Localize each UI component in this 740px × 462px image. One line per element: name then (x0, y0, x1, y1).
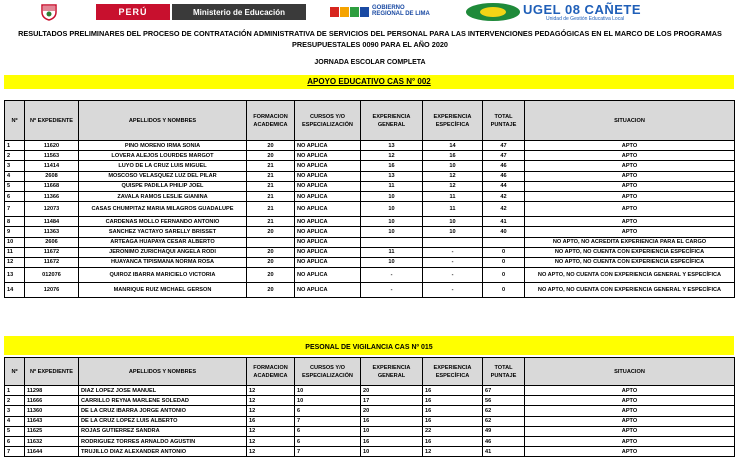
ministry-logo: Ministerio de Educación (172, 4, 306, 20)
cell-exp-general (361, 237, 423, 247)
cell-cursos: NO APLICA (295, 257, 361, 267)
cell-situacion: APTO (525, 191, 735, 201)
cell-total: 41 (483, 447, 525, 457)
cell-total: 46 (483, 161, 525, 171)
cell-exp-general: - (361, 268, 423, 283)
cell-expediente: 11366 (25, 191, 79, 201)
header-total: TOTAL PUNTAJE (483, 358, 525, 386)
cell-situacion: APTO (525, 161, 735, 171)
cell-situacion: APTO (525, 396, 735, 406)
cell-name: ZAVALA RAMOS LESLIE GIANINA (79, 191, 247, 201)
section1-table-header (5, 101, 735, 141)
cell-situacion: NO APTO, NO ACREDITA EXPERIENCIA PARA EL CARGO (525, 237, 735, 247)
cell-name: DE LA CRUZ IBARRA JORGE ANTONIO (79, 406, 247, 416)
header-name: APELLIDOS Y NOMBRES (79, 101, 247, 141)
cell-situacion: APTO (525, 227, 735, 237)
cell-cursos: NO APLICA (295, 237, 361, 247)
ugel-emblem-icon (466, 3, 520, 21)
cell-exp-general: 10 (361, 202, 423, 217)
cell-name: CASAS CHUMPITAZ MARIA MILAGROS GUADALUPE (79, 202, 247, 217)
cell-exp-general: 13 (361, 171, 423, 181)
cell-exp-especifica: 16 (423, 396, 483, 406)
cell-cursos: 10 (295, 396, 361, 406)
cell-expediente: 11363 (25, 227, 79, 237)
cell-exp-general: 10 (361, 447, 423, 457)
cell-num: 2 (5, 151, 25, 161)
section2-title: PESONAL DE VIGILANCIA CAS Nº 015 (4, 341, 734, 355)
cell-num: 3 (5, 161, 25, 171)
cell-exp-especifica: 16 (423, 406, 483, 416)
cell-situacion: APTO (525, 141, 735, 151)
cell-exp-general: 12 (361, 151, 423, 161)
cell-name: LUYO DE LA CRUZ LUIS MIGUEL (79, 161, 247, 171)
table-row (5, 151, 735, 161)
table-row (5, 406, 735, 416)
cell-name: DIAZ LOPEZ JOSE MANUEL (79, 386, 247, 396)
cell-exp-especifica: - (423, 247, 483, 257)
cell-situacion: APTO (525, 202, 735, 217)
cell-num: 6 (5, 191, 25, 201)
section2-table-header (5, 358, 735, 386)
cell-total: 0 (483, 257, 525, 267)
cell-num: 4 (5, 416, 25, 426)
cell-exp-general: 20 (361, 406, 423, 416)
cell-name: QUIROZ IBARRA MARICIELO VICTORIA (79, 268, 247, 283)
table-row (5, 257, 735, 267)
cell-total: 47 (483, 141, 525, 151)
cell-situacion: APTO (525, 436, 735, 446)
cell-num: 4 (5, 171, 25, 181)
cell-cursos: NO APLICA (295, 141, 361, 151)
table-row (5, 416, 735, 426)
header-cursos: CURSOS Y/O ESPECIALIZACIÓN (295, 358, 361, 386)
cell-exp-general: 10 (361, 191, 423, 201)
cell-situacion: APTO (525, 447, 735, 457)
table-row (5, 141, 735, 151)
header-formacion: FORMACION ACADEMICA (247, 358, 295, 386)
cell-num: 2 (5, 396, 25, 406)
header-exp-general: EXPERIENCIA GENERAL (361, 358, 423, 386)
section2-table-body (5, 386, 735, 457)
cell-name: PINO MORENO IRMA SONIA (79, 141, 247, 151)
cell-expediente: 2608 (25, 171, 79, 181)
cell-situacion: NO APTO, NO CUENTA CON EXPERIENCIA ESPECÍFICA (525, 257, 735, 267)
section1-title: APOYO EDUCATIVO CAS N° 002 (4, 75, 734, 89)
cell-total: 62 (483, 416, 525, 426)
peru-logo: PERÚ (96, 4, 170, 20)
cell-exp-general: 16 (361, 436, 423, 446)
table-row (5, 217, 735, 227)
cell-cursos: NO APLICA (295, 283, 361, 298)
cell-total: 42 (483, 202, 525, 217)
cell-situacion: NO APTO, NO CUENTA CON EXPERIENCIA ESPECÍFICA (525, 247, 735, 257)
document-title: RESULTADOS PRELIMINARES DEL PROCESO DE CONTRATACIÓN ADMINISTRATIVA DE SERVICIOS DEL PERSONAL PARA LAS INTERVENCIONES PEDAGÓGICAS EN EL MARCO DE LOS PROGRAMAS PRESUPUESTALES 0090 PARA EL AÑO 2020 (18, 29, 722, 49)
cell-situacion: NO APTO, NO CUENTA CON EXPERIENCIA GENERAL Y ESPECÍFICA (525, 268, 735, 283)
header-situacion: SITUACION (525, 358, 735, 386)
cell-name: JERONIMO ZURICHAQUI ANGELA RODI (79, 247, 247, 257)
cell-name: CARDENAS MOLLO FERNANDO ANTONIO (79, 217, 247, 227)
cell-exp-general: 16 (361, 161, 423, 171)
cell-num: 7 (5, 447, 25, 457)
cell-name: DE LA CRUZ LOPEZ LUIS ALBERTO (79, 416, 247, 426)
cell-formacion: 21 (247, 191, 295, 201)
cell-exp-especifica: 22 (423, 426, 483, 436)
cell-name: MANRIQUE RUIZ MICHAEL GERSON (79, 283, 247, 298)
cell-total: 42 (483, 191, 525, 201)
table-row (5, 283, 735, 298)
cell-exp-especifica: 11 (423, 202, 483, 217)
cell-total: 0 (483, 247, 525, 257)
table-row (5, 426, 735, 436)
cell-cursos: 6 (295, 436, 361, 446)
cell-total: 67 (483, 386, 525, 396)
cell-cursos: NO APLICA (295, 191, 361, 201)
cell-num: 6 (5, 436, 25, 446)
cell-exp-especifica: - (423, 268, 483, 283)
header-cursos: CURSOS Y/O ESPECIALIZACIÓN (295, 101, 361, 141)
cell-exp-especifica: 10 (423, 217, 483, 227)
cell-expediente: 11298 (25, 386, 79, 396)
cell-formacion: 21 (247, 181, 295, 191)
cell-expediente: 11666 (25, 396, 79, 406)
cell-expediente: 11484 (25, 217, 79, 227)
cell-formacion: 12 (247, 386, 295, 396)
cell-cursos: 6 (295, 426, 361, 436)
header-exp-general: EXPERIENCIA GENERAL (361, 101, 423, 141)
cell-exp-especifica: 14 (423, 141, 483, 151)
cell-name: RODRIGUEZ TORRES ARNALDO AGUSTIN (79, 436, 247, 446)
cell-exp-especifica: 16 (423, 151, 483, 161)
cell-exp-especifica: 12 (423, 447, 483, 457)
cell-exp-general: - (361, 283, 423, 298)
cell-situacion: NO APTO, NO CUENTA CON EXPERIENCIA GENERAL Y ESPECÍFICA (525, 283, 735, 298)
cell-situacion: APTO (525, 151, 735, 161)
cell-formacion: 20 (247, 247, 295, 257)
table-row (5, 202, 735, 217)
cell-exp-especifica: 10 (423, 227, 483, 237)
cell-expediente: 012076 (25, 268, 79, 283)
cell-total: 40 (483, 227, 525, 237)
cell-formacion: 20 (247, 227, 295, 237)
cell-num: 1 (5, 141, 25, 151)
cell-name: MOSCOSO VELASQUEZ LUZ DEL PILAR (79, 171, 247, 181)
table-row (5, 436, 735, 446)
cell-formacion: 21 (247, 161, 295, 171)
cell-situacion: APTO (525, 386, 735, 396)
cell-name: CARRILLO REYNA MARLENE SOLEDAD (79, 396, 247, 406)
cell-name: HUAYANCA TIPISMANA NORMA ROSA (79, 257, 247, 267)
cell-total (483, 237, 525, 247)
cell-formacion: 20 (247, 141, 295, 151)
cell-formacion: 12 (247, 436, 295, 446)
cell-exp-general: 17 (361, 396, 423, 406)
table-row (5, 227, 735, 237)
cell-cursos: NO APLICA (295, 227, 361, 237)
cell-cursos: NO APLICA (295, 161, 361, 171)
cell-expediente: 11672 (25, 247, 79, 257)
regional-government-logo: GOBIERNO REGIONAL DE LIMA (372, 5, 430, 17)
header-name: APELLIDOS Y NOMBRES (79, 358, 247, 386)
document-subtitle: JORNADA ESCOLAR COMPLETA (314, 59, 426, 66)
cell-exp-especifica: 10 (423, 161, 483, 171)
cell-total: 46 (483, 171, 525, 181)
table-row (5, 396, 735, 406)
cell-exp-especifica: - (423, 257, 483, 267)
cell-expediente: 11632 (25, 436, 79, 446)
table-row (5, 247, 735, 257)
header-total: TOTAL PUNTAJE (483, 101, 525, 141)
cell-total: 46 (483, 436, 525, 446)
cell-exp-general: 20 (361, 386, 423, 396)
table-row (5, 237, 735, 247)
cell-name: LOVERA ALEJOS LOURDES MARGOT (79, 151, 247, 161)
cell-name: QUISPE PADILLA PHILIP JOEL (79, 181, 247, 191)
table-row (5, 191, 735, 201)
cell-exp-general: 11 (361, 247, 423, 257)
cell-formacion: 12 (247, 426, 295, 436)
cell-num: 10 (5, 237, 25, 247)
cell-name: ARTEAGA HUAPAYA CESAR ALBERTO (79, 237, 247, 247)
cell-cursos: NO APLICA (295, 181, 361, 191)
table-row (5, 161, 735, 171)
cell-cursos: 10 (295, 386, 361, 396)
cell-expediente: 12076 (25, 283, 79, 298)
cell-exp-especifica: 12 (423, 171, 483, 181)
cell-exp-especifica: 16 (423, 416, 483, 426)
cell-total: 62 (483, 406, 525, 416)
cell-expediente: 11625 (25, 426, 79, 436)
cell-cursos: NO APLICA (295, 268, 361, 283)
cell-exp-general: 10 (361, 257, 423, 267)
cell-cursos: NO APLICA (295, 151, 361, 161)
cell-formacion: 20 (247, 257, 295, 267)
cell-num: 5 (5, 181, 25, 191)
cell-exp-general: 10 (361, 227, 423, 237)
logo-header (0, 0, 740, 26)
cell-formacion: 21 (247, 202, 295, 217)
cell-name: TRUJILLO DIAZ ALEXANDER ANTONIO (79, 447, 247, 457)
cell-situacion: APTO (525, 426, 735, 436)
cell-situacion: APTO (525, 181, 735, 191)
cell-exp-general: 13 (361, 141, 423, 151)
cell-num: 3 (5, 406, 25, 416)
cell-expediente: 11414 (25, 161, 79, 171)
cell-exp-especifica (423, 237, 483, 247)
header-num: Nº (5, 358, 25, 386)
header-formacion: FORMACION ACADEMICA (247, 101, 295, 141)
cell-expediente: 12073 (25, 202, 79, 217)
cell-situacion: APTO (525, 406, 735, 416)
peru-coat-of-arms-icon (40, 3, 58, 21)
cell-expediente: 11668 (25, 181, 79, 191)
cell-exp-general: 10 (361, 217, 423, 227)
cell-cursos: NO APLICA (295, 247, 361, 257)
header-situacion: SITUACION (525, 101, 735, 141)
vigilancia-results-table (4, 357, 735, 457)
section1-table-body (5, 141, 735, 298)
cell-cursos: NO APLICA (295, 171, 361, 181)
cell-formacion: 21 (247, 171, 295, 181)
cell-formacion: 12 (247, 396, 295, 406)
cell-total: 44 (483, 181, 525, 191)
cell-total: 0 (483, 268, 525, 283)
cell-expediente: 11672 (25, 257, 79, 267)
cell-name: ROJAS GUTIERREZ SANDRA (79, 426, 247, 436)
cell-expediente: 2606 (25, 237, 79, 247)
cell-formacion: 16 (247, 416, 295, 426)
cell-exp-especifica: 12 (423, 181, 483, 191)
table-row (5, 171, 735, 181)
cell-num: 12 (5, 257, 25, 267)
cell-situacion: APTO (525, 171, 735, 181)
header-exp-especifica: EXPERIENCIA ESPECÍFICA (423, 101, 483, 141)
cell-num: 14 (5, 283, 25, 298)
header-expediente: Nº EXPEDIENTE (25, 358, 79, 386)
cell-cursos: NO APLICA (295, 202, 361, 217)
table-row (5, 268, 735, 283)
cell-total: 49 (483, 426, 525, 436)
cell-formacion (247, 237, 295, 247)
cell-num: 1 (5, 386, 25, 396)
cell-num: 7 (5, 202, 25, 217)
cell-num: 5 (5, 426, 25, 436)
cell-expediente: 11360 (25, 406, 79, 416)
cell-formacion: 12 (247, 447, 295, 457)
header-expediente: Nº EXPEDIENTE (25, 101, 79, 141)
cell-formacion: 20 (247, 283, 295, 298)
cell-total: 41 (483, 217, 525, 227)
cell-total: 0 (483, 283, 525, 298)
cell-situacion: APTO (525, 416, 735, 426)
cell-num: 8 (5, 217, 25, 227)
cell-exp-especifica: 16 (423, 436, 483, 446)
table-row (5, 386, 735, 396)
ugel-logo-subtitle: Unidad de Gestión Educativa Local (546, 16, 625, 22)
table-row (5, 181, 735, 191)
cell-exp-general: 11 (361, 181, 423, 191)
cell-situacion: APTO (525, 217, 735, 227)
cell-num: 11 (5, 247, 25, 257)
regional-government-logo-icon (330, 5, 370, 19)
apoyo-educativo-results-table (4, 100, 735, 298)
cell-expediente: 11644 (25, 447, 79, 457)
cell-formacion: 20 (247, 151, 295, 161)
cell-total: 56 (483, 396, 525, 406)
ugel-logo: UGEL 08 CAÑETE (523, 2, 642, 17)
cell-exp-general: 16 (361, 416, 423, 426)
cell-total: 47 (483, 151, 525, 161)
cell-expediente: 11643 (25, 416, 79, 426)
cell-formacion: 21 (247, 217, 295, 227)
cell-num: 13 (5, 268, 25, 283)
cell-exp-general: 10 (361, 426, 423, 436)
cell-exp-especifica: - (423, 283, 483, 298)
cell-expediente: 11563 (25, 151, 79, 161)
cell-formacion: 20 (247, 268, 295, 283)
cell-num: 9 (5, 227, 25, 237)
cell-formacion: 12 (247, 406, 295, 416)
cell-cursos: 7 (295, 447, 361, 457)
table-row (5, 447, 735, 457)
cell-exp-especifica: 16 (423, 386, 483, 396)
cell-expediente: 11620 (25, 141, 79, 151)
header-exp-especifica: EXPERIENCIA ESPECÍFICA (423, 358, 483, 386)
cell-cursos: 6 (295, 406, 361, 416)
cell-name: SANCHEZ YACTAYO SARELLY BRISSET (79, 227, 247, 237)
cell-cursos: NO APLICA (295, 217, 361, 227)
header-num: Nº (5, 101, 25, 141)
cell-exp-especifica: 11 (423, 191, 483, 201)
cell-cursos: 7 (295, 416, 361, 426)
